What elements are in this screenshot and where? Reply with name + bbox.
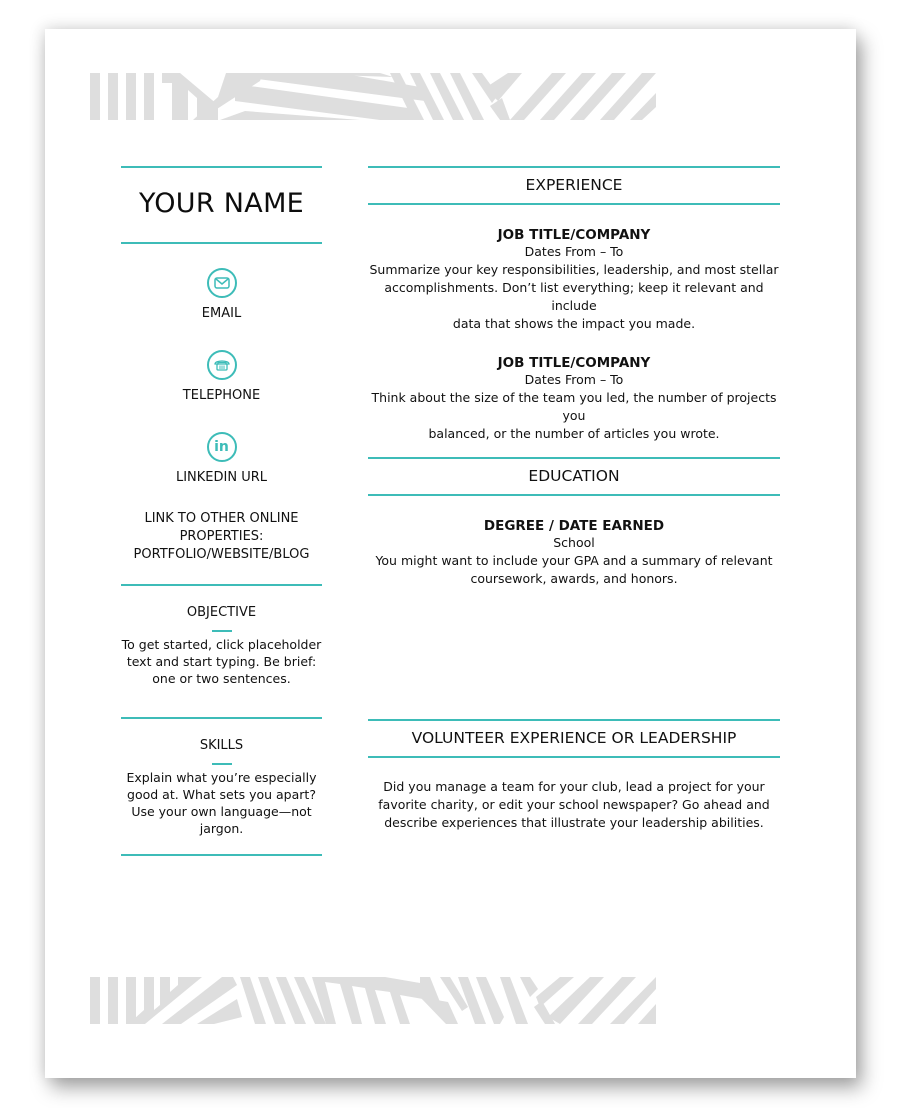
linkedin-label[interactable]: LINKEDIN URL [175,470,268,485]
divider [368,494,780,496]
job-description[interactable] [368,389,780,443]
description-line: favorite charity, or edit your school newspaper? Go ahead and [378,797,770,812]
skills-line: Use your own language—not [131,804,312,819]
description-line: Summarize your key responsibilities, leadership, and most stellar [369,262,779,277]
objective-line: text and start typing. Be brief: [126,654,317,669]
short-divider [212,763,232,765]
education-description[interactable] [368,552,780,588]
email-label[interactable]: EMAIL [201,306,242,321]
job-entry [368,355,780,443]
skills-line: good at. What sets you apart? [127,787,316,802]
objective-text[interactable] [121,636,322,687]
contact-telephone [121,350,322,403]
divider [121,584,322,586]
skills-section [121,717,322,856]
objective-line: one or two sentences. [152,671,291,686]
skills-line: jargon. [199,821,244,836]
job-entry [368,227,780,333]
description-line: balanced, or the number of articles you wrote. [428,426,720,441]
description-line: accomplishments. Don’t list everything; keep it relevant and include [384,280,764,313]
short-divider [212,630,232,632]
degree[interactable]: DEGREE / DATE EARNED [483,518,665,534]
job-title[interactable]: JOB TITLE/COMPANY [497,355,651,371]
stripe-pattern-bottom [90,977,804,1024]
education-entry [368,518,780,588]
other-links-line[interactable]: PROPERTIES: [179,529,264,544]
volunteer-section [368,719,780,832]
other-links [121,510,322,564]
objective-heading: OBJECTIVE [186,605,257,620]
description-line: You might want to include your GPA and a summary of relevant [375,553,773,568]
description-line: Did you manage a team for your club, lead a project for your [383,779,765,794]
other-links-line[interactable]: LINK TO OTHER ONLINE [144,511,299,526]
other-links-line[interactable]: PORTFOLIO/WEBSITE/BLOG [133,547,310,562]
divider [121,717,322,719]
volunteer-description[interactable] [368,778,780,832]
contact-email [121,268,322,321]
telephone-icon [207,350,237,380]
linkedin-icon [207,432,237,462]
description-line: coursework, awards, and honors. [470,571,678,586]
education-heading: EDUCATION [528,467,620,485]
description-line: Think about the size of the team you led, the number of projects you [371,390,777,423]
divider [368,203,780,205]
objective-line: To get started, click placeholder [121,637,322,652]
description-line: describe experiences that illustrate your leadership abilities. [384,815,764,830]
job-dates[interactable]: Dates From – To [524,244,624,259]
divider [368,756,780,758]
job-dates[interactable]: Dates From – To [524,372,624,387]
job-title[interactable]: JOB TITLE/COMPANY [497,227,651,243]
divider [121,242,322,244]
job-description[interactable] [368,261,780,333]
linkedin-glyph: in [214,439,229,455]
experience-heading: EXPERIENCE [525,176,623,194]
objective-section [121,584,322,687]
decorative-band-top [90,73,804,120]
decorative-band-bottom [90,977,804,1024]
education-section [368,457,780,588]
name-block [121,166,322,244]
description-line: data that shows the impact you made. [452,316,696,331]
divider [368,719,780,721]
contact-linkedin [121,432,322,485]
envelope-icon [207,268,237,298]
divider [121,854,322,856]
skills-text[interactable] [121,769,322,837]
volunteer-heading: VOLUNTEER EXPERIENCE OR LEADERSHIP [411,729,737,747]
divider [368,166,780,168]
stripe-pattern-top [90,73,804,120]
school[interactable]: School [553,535,595,550]
skills-heading: SKILLS [199,738,244,753]
candidate-name[interactable]: YOUR NAME [138,188,305,219]
divider [121,166,322,168]
divider [368,457,780,459]
experience-section [368,166,780,443]
skills-line: Explain what you’re especially [126,770,317,785]
telephone-label[interactable]: TELEPHONE [182,388,261,403]
